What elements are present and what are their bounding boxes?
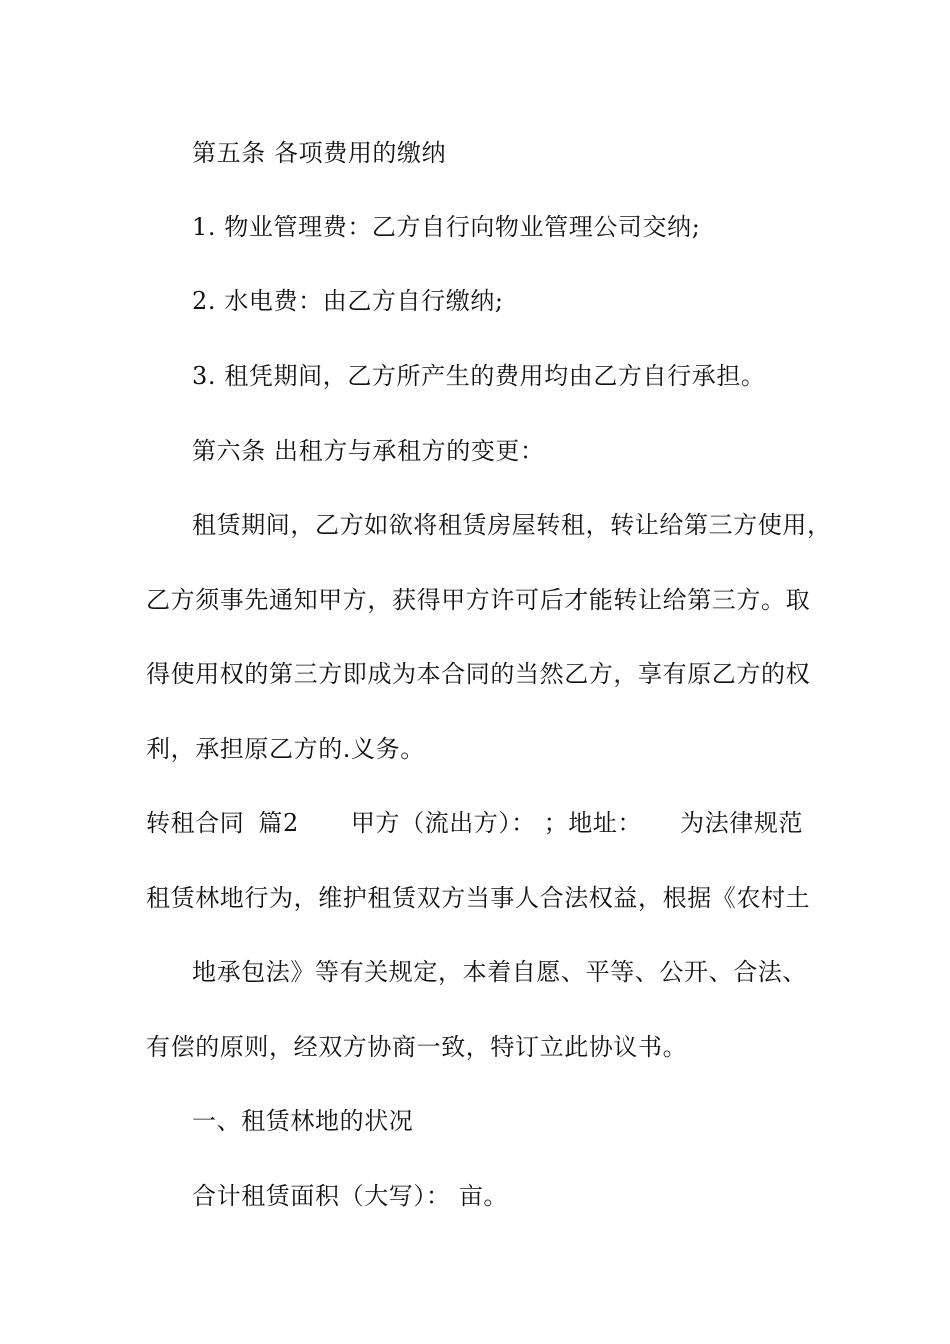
paragraph-line: 地承包法》等有关规定，本着自愿、平等、公开、合法、 bbox=[192, 958, 807, 986]
article-5-heading: 第五条 各项费用的缴纳 bbox=[192, 139, 447, 167]
paragraph-line: 得使用权的第三方即成为本合同的当然乙方，享有原乙方的权 bbox=[146, 660, 811, 688]
contract-title: 转租合同 bbox=[146, 809, 245, 837]
paragraph-line: 乙方须事先通知甲方，获得甲方许可后才能转让给第三方。取 bbox=[146, 586, 811, 614]
paragraph-line: 租赁期间，乙方如欲将租赁房屋转租，转让给第三方使用， bbox=[192, 511, 832, 539]
contract-heading-line bbox=[146, 808, 803, 838]
paragraph-line: 租赁林地行为，维护租赁双方当事人合法权益，根据《农村土 bbox=[146, 884, 811, 912]
paragraph-line: 有偿的原则，经双方协商一致，特订立此协议书。 bbox=[146, 1033, 688, 1061]
paragraph-line: 利，承担原乙方的.义务。 bbox=[146, 735, 425, 763]
paragraph-text: 为法律规范 bbox=[680, 809, 804, 837]
address-label: ；地址： bbox=[543, 809, 643, 837]
list-item: 2. 水电费：由乙方自行缴纳; bbox=[192, 287, 504, 315]
article-6-heading: 第六条 出租方与承租方的变更： bbox=[192, 437, 545, 465]
paragraph-line: 合计租赁面积（大写）： 亩。 bbox=[192, 1182, 509, 1210]
list-item: 1. 物业管理费：乙方自行向物业管理公司交纳; bbox=[192, 213, 701, 241]
party-a-label: 甲方（流出方）： bbox=[350, 809, 536, 837]
list-item: 3. 租凭期间，乙方所产生的费用均由乙方自行承担。 bbox=[192, 362, 766, 390]
section-label: 篇2 bbox=[258, 809, 299, 837]
section-heading: 一、租赁林地的状况 bbox=[192, 1107, 414, 1135]
